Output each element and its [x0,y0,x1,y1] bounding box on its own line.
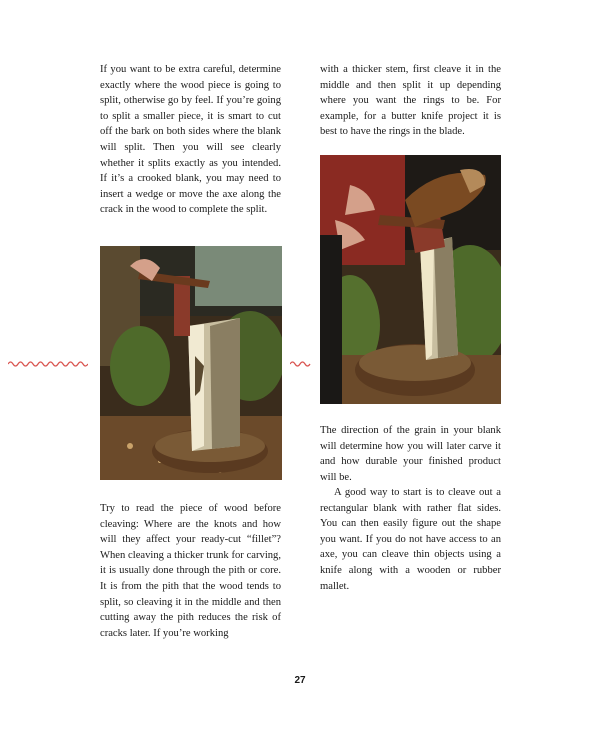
decorative-squiggle-center [290,359,312,369]
decorative-squiggle-left [8,359,88,369]
right-paragraph-bottom: A good way to start is to cleave out a rectangular blank with rather flat sides. You can then easily figure out the shape you want. If you do not have access to an axe, you can cleave thin objects using a knife along with a wooden or rubber mallet. [320,487,501,592]
right-paragraph-middle: The direction of the grain in your blank will determine how you will later carve it and how durable your finished product will be. [320,425,501,483]
photo-mallet-cleaving-log [320,155,501,404]
photo-axe-splitting-log [100,246,282,480]
left-paragraph-top: If you want to be extra careful, determine exactly where the wood piece is going to split, otherwise go by feel. If you’re going to split a smaller piece, it is smart to cut off the bark on both sides where the blank will split. Then you will see clearly whether it splits exactly as you intended. If it’s a crooked blank, you may need to insert a wedge or move the axe along the crack in the wood to complete the split. [100,64,281,216]
page-number: 27 [294,675,306,686]
photo-axe-splitting-log-illustration [100,246,282,480]
photo-mallet-cleaving-log-illustration [320,155,501,404]
left-paragraph-bottom: Try to read the piece of wood before cleaving: Where are the knots and how will they affect your ready-cut “fillet”? When cleaving a thicker trunk for carving, it is usually done through the pith or core. It is from the pith that the wood tends to split, so cleaving it in the middle and then cutting away the pith reduces the risk of cracks later. If you’re working [100,503,281,639]
right-paragraph-top: with a thicker stem, first cleave it in the middle and then split it up depending where you want the rings to be. For example, for a butter knife project it is best to have the rings in the blade. [320,64,501,138]
